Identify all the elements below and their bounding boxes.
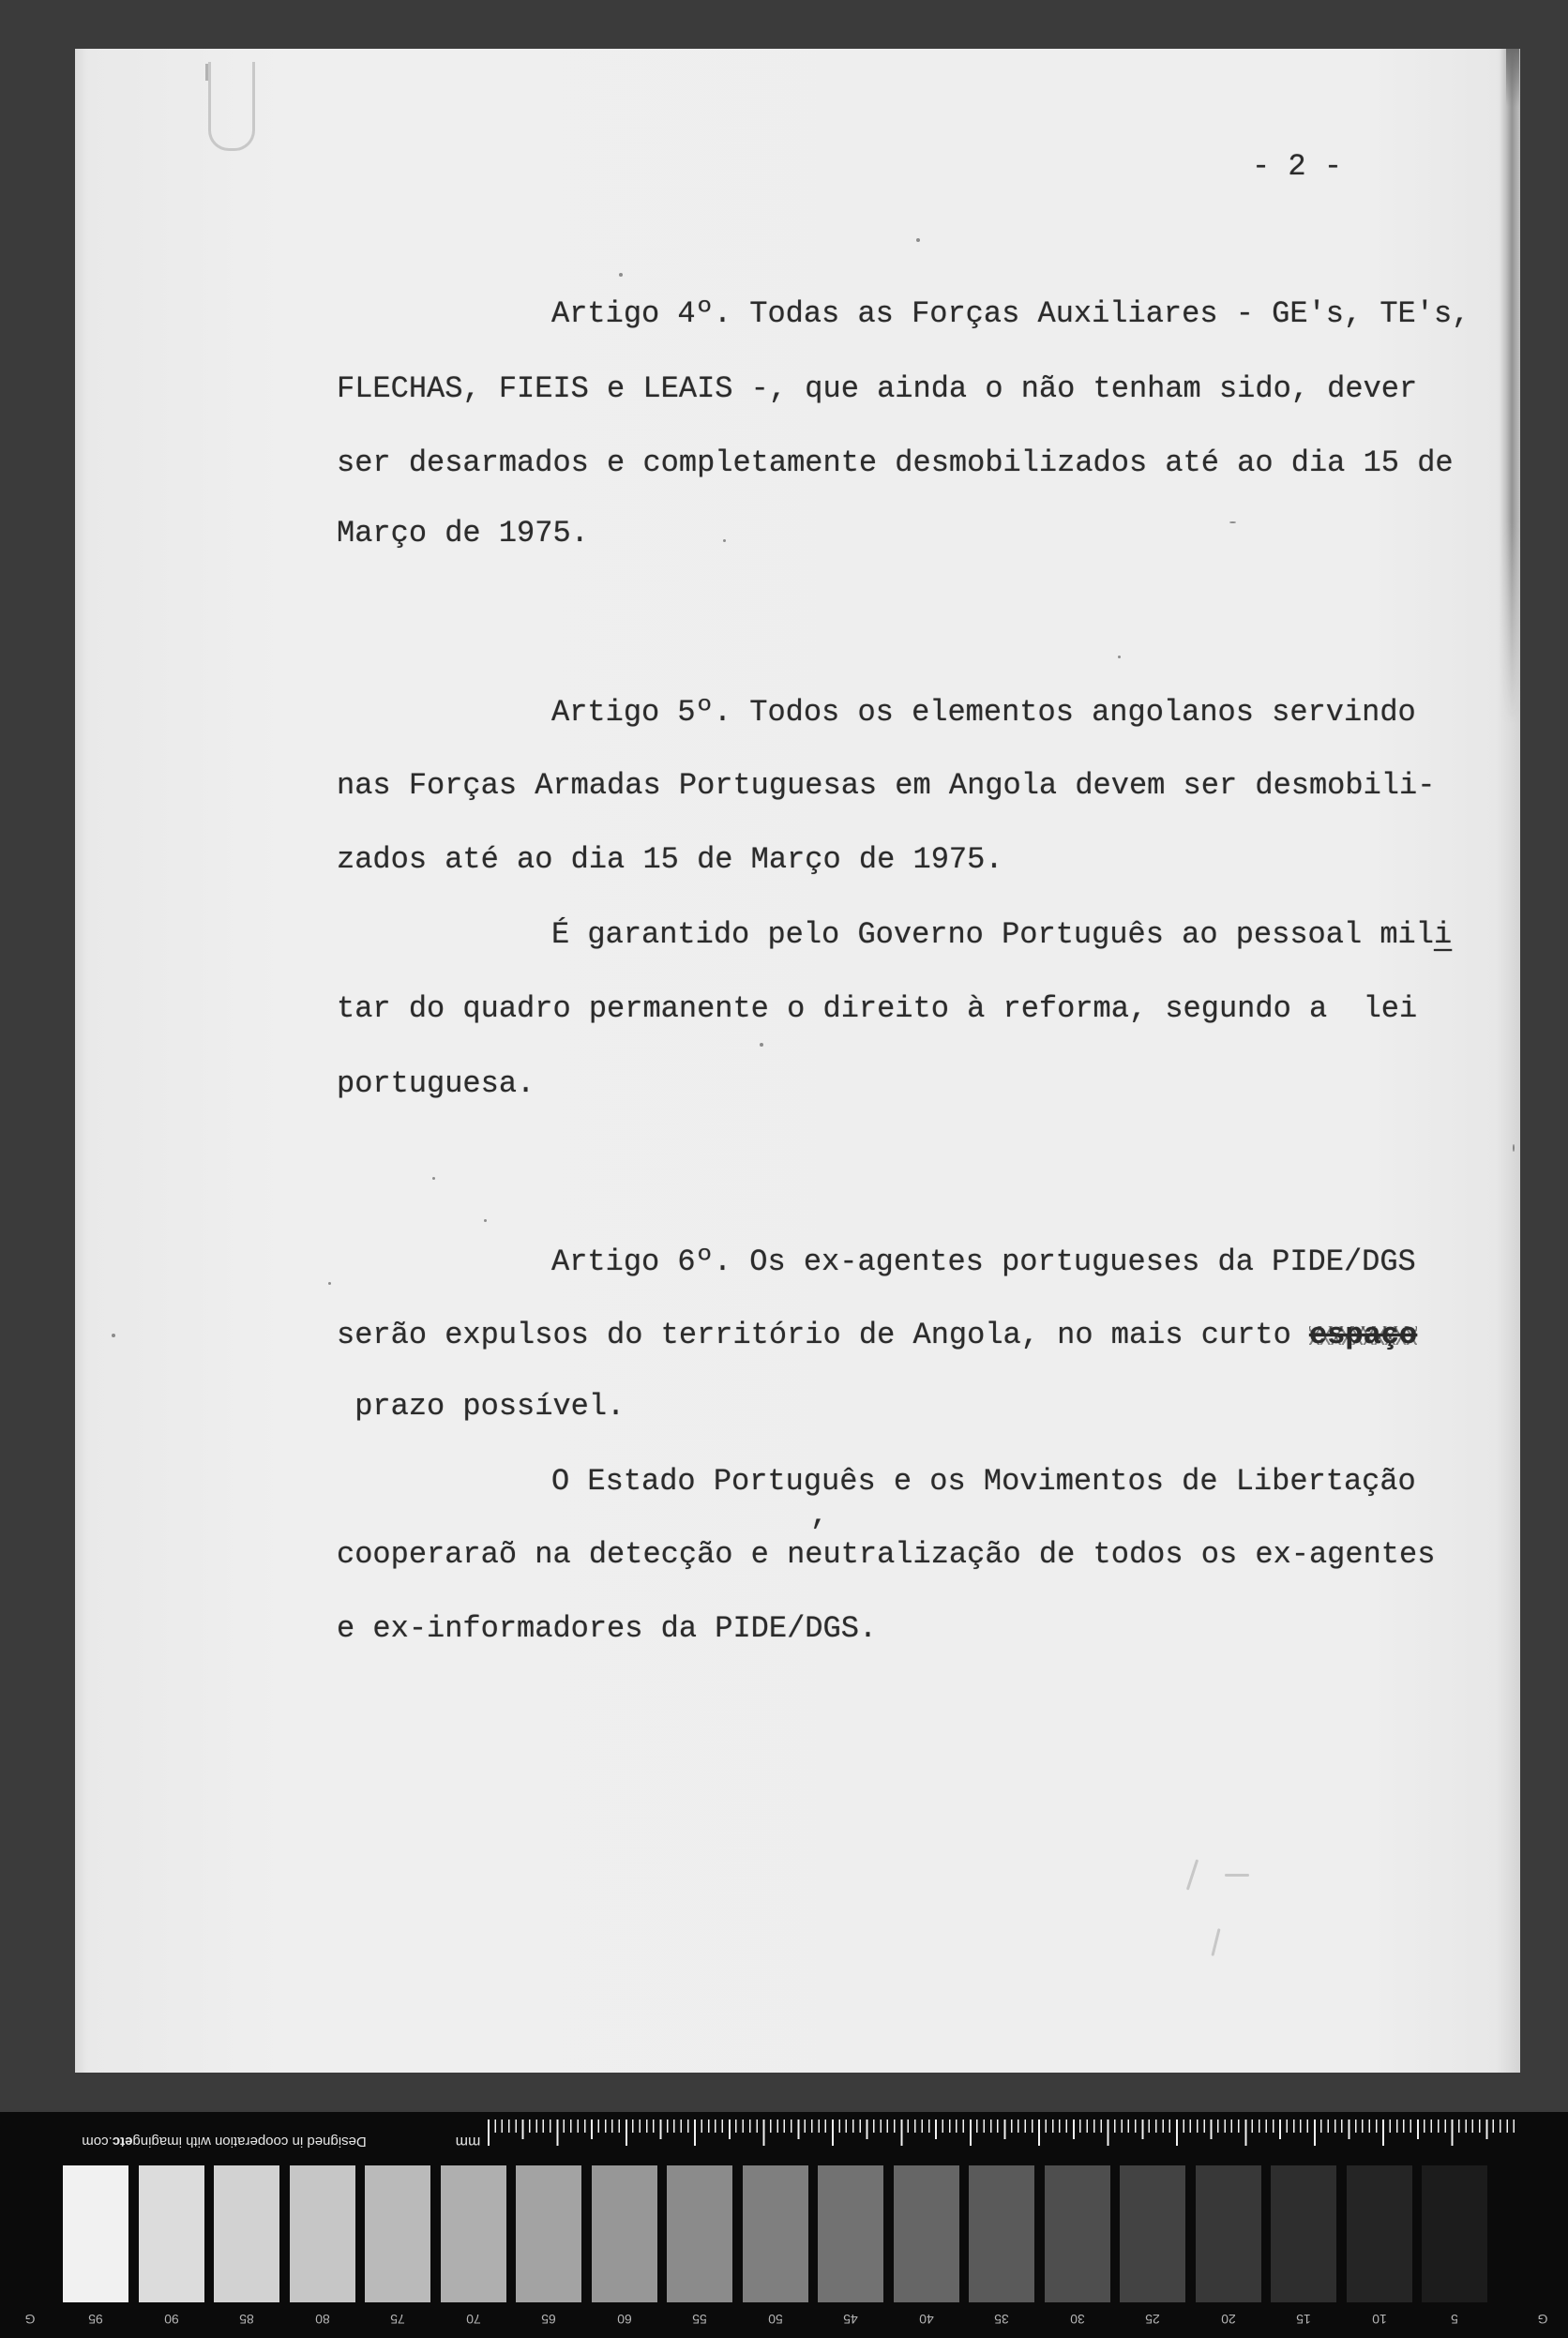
ruler-unit-label: mm (455, 2134, 481, 2149)
gray-patch-70 (441, 2165, 506, 2302)
gray-patch-label: 80 (314, 2312, 330, 2327)
page-number: - 2 - (1252, 149, 1343, 184)
article-5-line-6: portuguesa. (337, 1066, 535, 1101)
gray-patch-90 (139, 2165, 204, 2302)
gray-patch-label: 65 (541, 2312, 556, 2327)
article-4-line-1: Artigo 4º. Todas as Forças Auxiliares - GE's, TE's, (551, 296, 1470, 331)
mm-ruler (488, 2119, 1520, 2146)
gray-patch-25 (1120, 2165, 1185, 2302)
paper-speck (760, 1043, 763, 1047)
article-6-line-2 (337, 1317, 1417, 1354)
gray-patch-55 (667, 2165, 732, 2302)
gray-patch-label: 5 (1451, 2312, 1458, 2327)
paper-speck (484, 1219, 487, 1222)
gray-patch-label: 25 (1145, 2312, 1160, 2327)
article-4-line-4: Março de 1975. (337, 516, 589, 551)
gray-patch-45 (818, 2165, 883, 2302)
paper-stroke (1186, 1859, 1199, 1890)
gray-patch-40 (894, 2165, 959, 2302)
gray-scale-end-label-left: G (24, 2312, 36, 2327)
article-6-line-4: O Estado Português e os Movimentos de Libertação (551, 1464, 1416, 1499)
article-6-line-3: prazo possível. (337, 1389, 626, 1424)
gray-patch-label: 40 (918, 2312, 934, 2327)
paper-speck (432, 1177, 435, 1180)
gray-patch-80 (290, 2165, 355, 2302)
gray-patch-95 (63, 2165, 128, 2302)
gray-patch-5 (1422, 2165, 1487, 2302)
gray-patch-15 (1271, 2165, 1336, 2302)
credit-suffix: .com (82, 2134, 113, 2149)
article-6-line-6: e ex-informadores da PIDE/DGS. (337, 1611, 878, 1646)
gray-patch-label: 95 (88, 2312, 103, 2327)
article-6-line-2-text: serão expulsos do território de Angola, no mais curto (337, 1318, 1309, 1352)
gray-patch-75 (365, 2165, 430, 2302)
article-5-line-5: tar do quadro permanente o direito à reforma, segundo a lei (337, 991, 1418, 1026)
staple-hole-mark (208, 62, 255, 151)
article-5-line-4-text: É garantido pelo Governo Português ao pessoal mil (551, 917, 1434, 952)
gray-patch-label: 70 (465, 2312, 481, 2327)
article-4-line-2: FLECHAS, FIEIS e LEAIS -, que ainda o não tenham sido, dever (337, 371, 1418, 406)
gray-patch-label: 50 (767, 2312, 783, 2327)
document-page (75, 49, 1520, 2073)
article-5-line-3: zados até ao dia 15 de Março de 1975. (337, 842, 1003, 877)
gray-patch-label: 10 (1371, 2312, 1387, 2327)
article-6-line-1: Artigo 6º. Os ex-agentes portugueses da PIDE/DGS (551, 1244, 1416, 1279)
article-5-line-4 (551, 916, 1452, 954)
credit-prefix: Designed in cooperation with imaging (132, 2134, 367, 2149)
stray-typed-mark: , (810, 1498, 829, 1532)
gray-patch-label: 75 (390, 2312, 405, 2327)
gray-scale-patches (0, 2165, 1568, 2302)
credit-bold: etc (112, 2134, 133, 2149)
gray-patch-label: 20 (1220, 2312, 1236, 2327)
gray-patch-85 (214, 2165, 279, 2302)
paper-speck (619, 273, 623, 277)
gray-patch-label: 90 (163, 2312, 179, 2327)
gray-scale-end-label-right: G (1537, 2312, 1548, 2327)
underlying-page-edge (1500, 49, 1520, 724)
article-4-line-3: ser desarmados e completamente desmobilizados até ao dia 15 de (337, 445, 1454, 480)
gray-patch-30 (1045, 2165, 1110, 2302)
page-corner-shadow (1506, 49, 1519, 107)
underlined-character: i (1433, 917, 1453, 952)
article-6-line-5: cooperaraõ na detecção e neutralização de todos os ex-agentes (337, 1537, 1436, 1572)
gray-patch-label: 85 (239, 2312, 254, 2327)
gray-patch-label: 15 (1296, 2312, 1311, 2327)
staple-hole-tick (205, 64, 208, 81)
calibration-strip (0, 2112, 1568, 2338)
paper-speck (328, 1282, 331, 1285)
paper-speck (916, 238, 920, 242)
paper-speck (1513, 1144, 1515, 1152)
struck-out-word: espaço (1308, 1318, 1418, 1352)
gray-scale-labels (0, 2305, 1568, 2333)
gray-patch-35 (969, 2165, 1034, 2302)
gray-patch-label: 60 (616, 2312, 632, 2327)
paper-speck (723, 539, 726, 542)
paper-speck (1229, 521, 1236, 523)
paper-stroke (1225, 1874, 1249, 1877)
gray-patch-10 (1347, 2165, 1412, 2302)
gray-patch-label: 45 (843, 2312, 858, 2327)
paper-stroke (1211, 1928, 1220, 1956)
strip-credit (60, 2132, 388, 2150)
gray-patch-label: 35 (994, 2312, 1009, 2327)
article-5-line-1: Artigo 5º. Todos os elementos angolanos servindo (551, 695, 1416, 730)
gray-patch-65 (516, 2165, 581, 2302)
paper-speck (112, 1334, 115, 1337)
gray-patch-60 (592, 2165, 657, 2302)
gray-patch-label: 55 (692, 2312, 707, 2327)
paper-speck (1118, 656, 1121, 658)
gray-patch-label: 30 (1069, 2312, 1085, 2327)
article-5-line-2: nas Forças Armadas Portuguesas em Angola devem ser desmobili- (337, 768, 1436, 803)
gray-patch-50 (743, 2165, 808, 2302)
gray-patch-20 (1196, 2165, 1261, 2302)
